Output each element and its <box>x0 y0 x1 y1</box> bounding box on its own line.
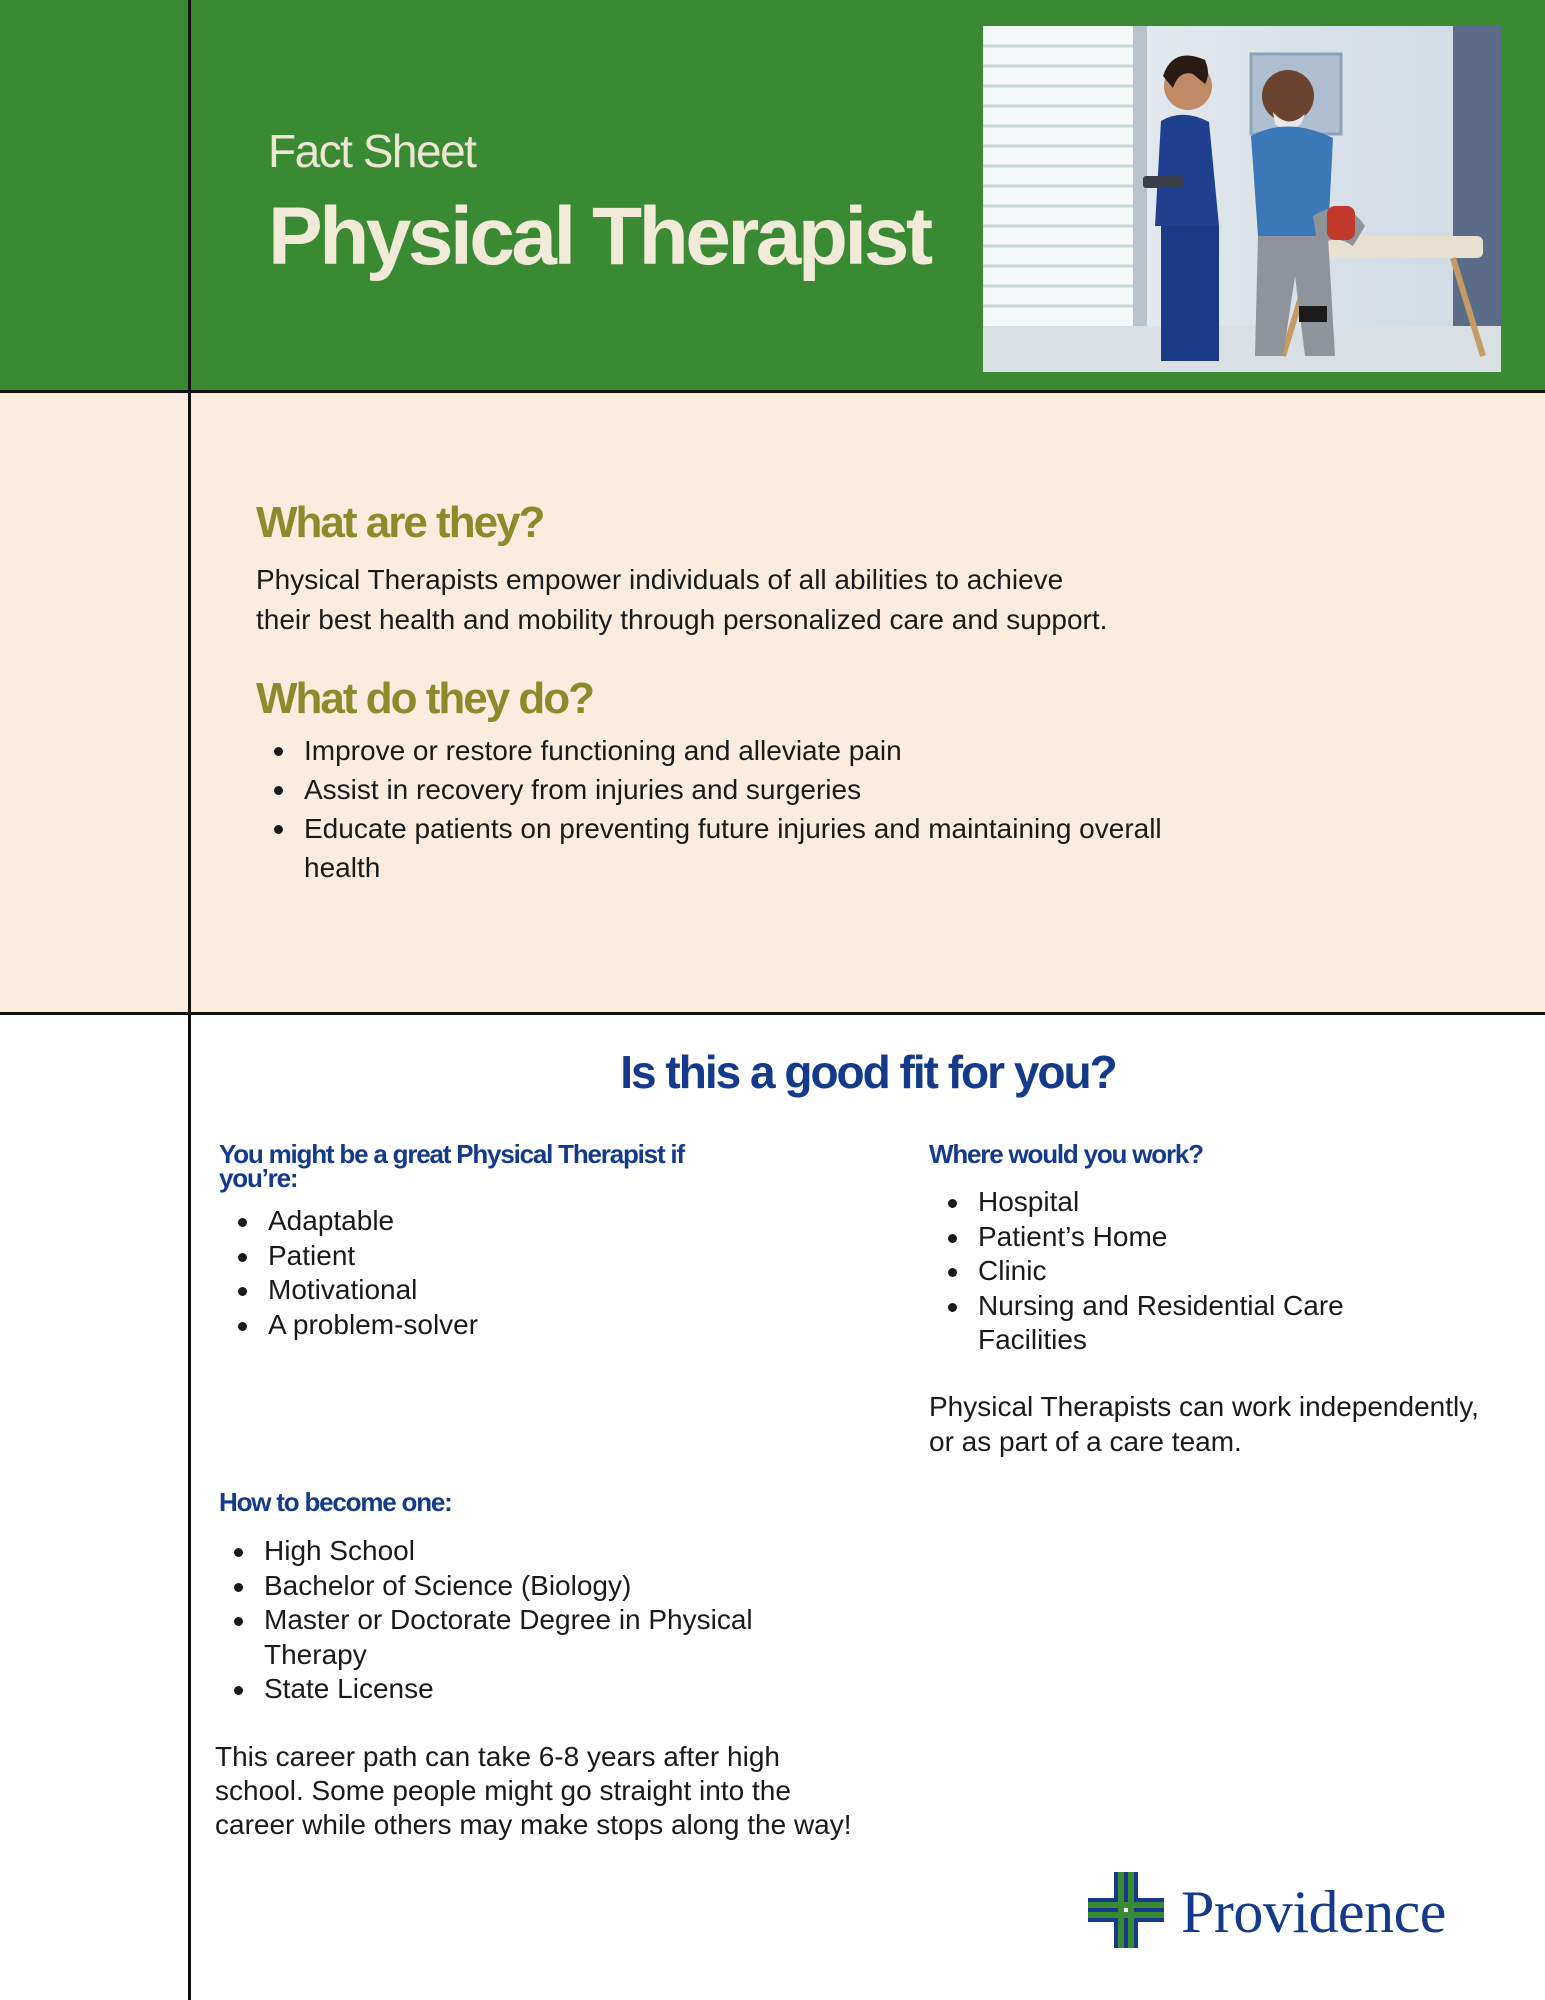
workplaces-list <box>940 1185 1400 1358</box>
what-are-they-description <box>256 560 1107 640</box>
workplaces-heading: Where would you work? <box>929 1139 1203 1169</box>
divider-vertical <box>188 0 191 2000</box>
fact-sheet-label: Fact Sheet <box>268 125 476 177</box>
list-item: Educate patients on preventing future injuries and maintaining overall health <box>266 809 1186 887</box>
list-item: Hospital <box>940 1185 1400 1220</box>
list-item: Improve or restore functioning and alleviate pain <box>266 731 1186 770</box>
list-item: Patient’s Home <box>940 1220 1400 1255</box>
list-item: Nursing and Residential Care Facilities <box>940 1289 1400 1358</box>
list-item: Assist in recovery from injuries and surgeries <box>266 770 1186 809</box>
traits-list <box>230 1204 730 1342</box>
list-item: A problem-solver <box>230 1308 730 1343</box>
list-item: Motivational <box>230 1273 730 1308</box>
what-are-they-heading: What are they? <box>256 498 544 547</box>
path-list <box>226 1534 846 1707</box>
info-band <box>0 392 1545 1014</box>
divider-top <box>0 390 1545 393</box>
description-line: Physical Therapists empower individuals of all abilities to achieve <box>256 564 1064 595</box>
list-item: Adaptable <box>230 1204 730 1239</box>
list-item: State License <box>226 1672 846 1707</box>
traits-heading: You might be a great Physical Therapist if you’re: <box>219 1139 684 1193</box>
providence-logo <box>1086 1870 1486 1950</box>
list-item: Master or Doctorate Degree in Physical Therapy <box>226 1603 846 1672</box>
workplaces-note: Physical Therapists can work independently, or as part of a care team. <box>929 1391 1479 1457</box>
good-fit-heading: Is this a good fit for you? <box>620 1046 1116 1098</box>
path-note: This career path can take 6-8 years after high school. Some people might go straight into the career while others may make stops along the way! <box>215 1741 852 1840</box>
therapist-with-patient-photo <box>983 26 1501 372</box>
cross-logo-icon <box>1086 1870 1166 1950</box>
what-do-they-do-heading: What do they do? <box>256 674 594 723</box>
divider-middle <box>0 1012 1545 1015</box>
list-item: Patient <box>230 1239 730 1274</box>
list-item: Bachelor of Science (Biology) <box>226 1569 846 1604</box>
list-item: High School <box>226 1534 846 1569</box>
path-heading: How to become one: <box>219 1487 452 1517</box>
list-item: Clinic <box>940 1254 1400 1289</box>
brand-name: Providence <box>1181 1879 1446 1945</box>
description-line: their best health and mobility through personalized care and support. <box>256 604 1108 635</box>
duties-list <box>266 731 1186 887</box>
page-title: Physical Therapist <box>268 191 930 282</box>
